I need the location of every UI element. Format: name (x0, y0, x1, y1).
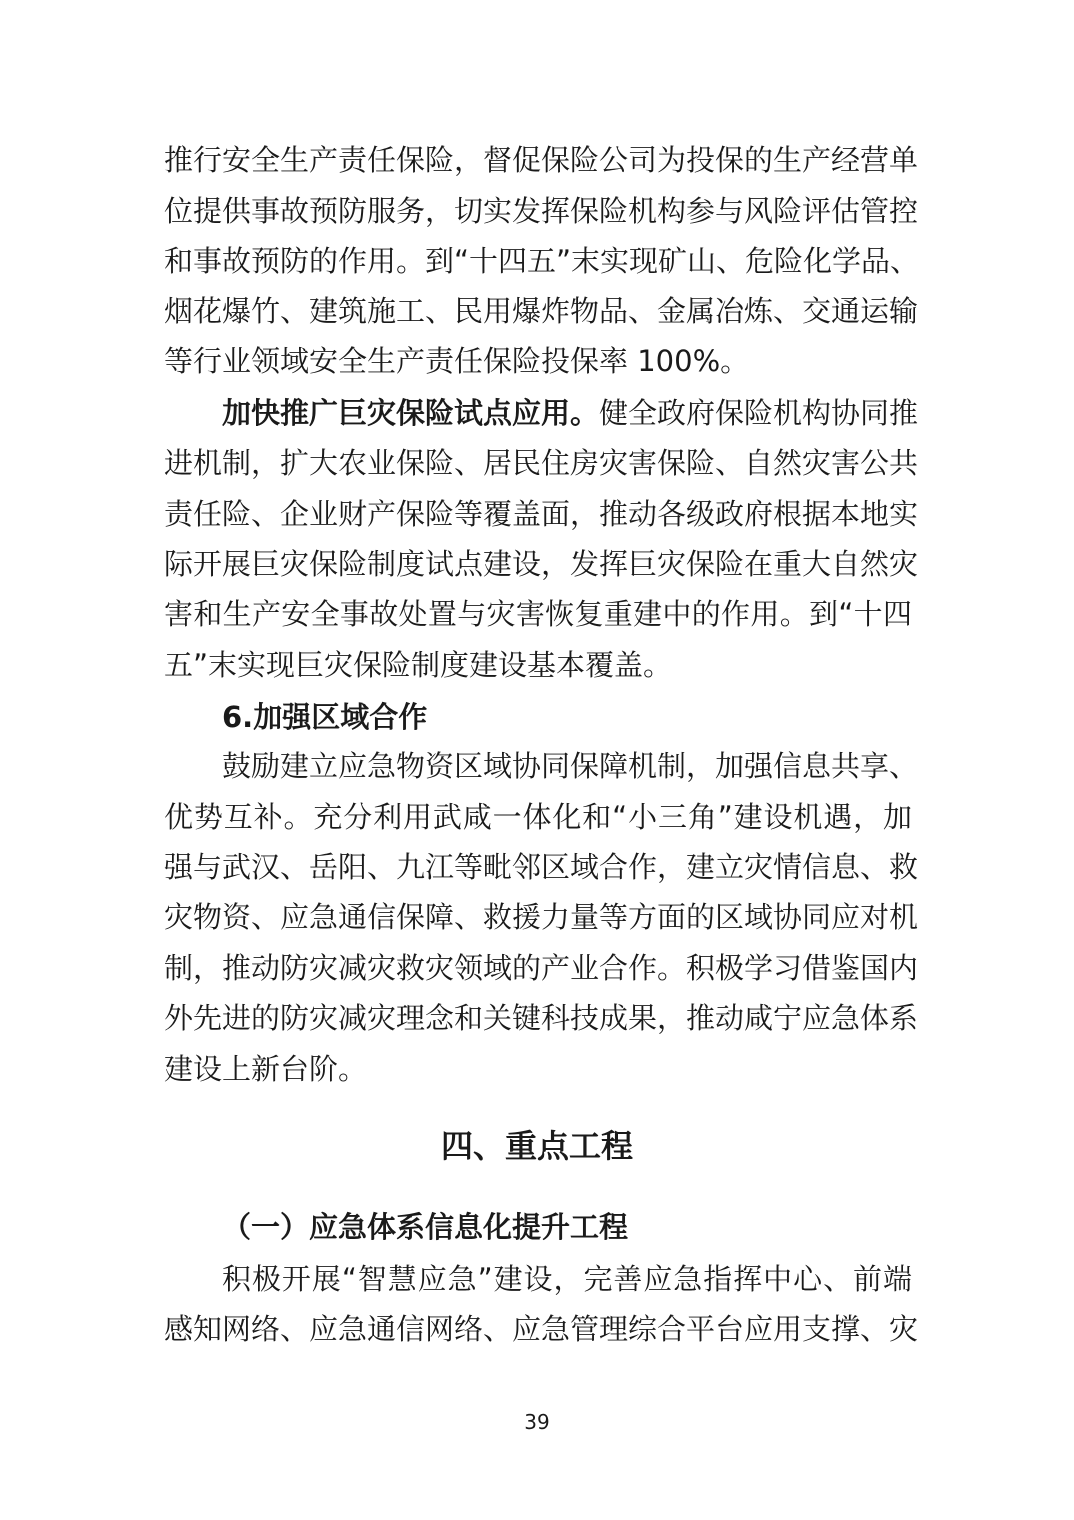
paragraph-3-line-2: 优势互补。充分利用武咸一体化和“小三角”建设机遇，加 (164, 800, 912, 834)
paragraph-1-line-3: 和事故预防的作用。到“十四五”末实现矿山、危险化学品、 (164, 244, 920, 278)
paragraph-3-line-1: 鼓励建立应急物资区域协同保障机制，加强信息共享、 (222, 749, 919, 783)
paragraph-3-line-4: 灾物资、应急通信保障、救援力量等方面的区域协同应对机 (164, 900, 919, 934)
section-heading: 四、重点工程 (440, 1127, 633, 1165)
subsection-heading: （一）应急体系信息化提升工程 (222, 1210, 629, 1244)
paragraph-3-line-3: 强与武汉、岳阳、九江等毗邻区域合作，建立灾情信息、救 (164, 850, 919, 884)
paragraph-2-line-1 (222, 393, 919, 433)
paragraph-1-line-2: 位提供事故预防服务，切实发挥保险机构参与风险评估管控 (164, 194, 919, 228)
paragraph-1-line-5: 等行业领域安全生产责任保险投保率 100%。 (164, 344, 750, 378)
paragraph-2-line-4: 际开展巨灾保险制度试点建设，发挥巨灾保险在重大自然灾 (164, 547, 919, 581)
paragraph-1-line-1: 推行安全生产责任保险，督促保险公司为投保的生产经营单 (164, 143, 919, 177)
paragraph-2-line-5: 害和生产安全事故处置与灾害恢复重建中的作用。到“十四 (164, 597, 912, 631)
paragraph-2-line-6: 五”末实现巨灾保险制度建设基本覆盖。 (164, 648, 673, 682)
paragraph-3-line-6: 外先进的防灾减灾理念和关键科技成果，推动咸宁应急体系 (164, 1001, 919, 1035)
paragraph-2-line-3: 责任险、企业财产保险等覆盖面，推动各级政府根据本地实 (164, 497, 919, 531)
paragraph-2-line-2: 进机制，扩大农业保险、居民住房灾害保险、自然灾害公共 (164, 446, 919, 480)
page-number: 39 (524, 1410, 550, 1434)
paragraph-3-line-7: 建设上新台阶。 (164, 1052, 368, 1086)
paragraph-4-line-2: 感知网络、应急通信网络、应急管理综合平台应用支撑、灾 (164, 1312, 919, 1346)
paragraph-3-line-5: 制，推动防灾减灾救灾领域的产业合作。积极学习借鉴国内 (164, 951, 919, 985)
paragraph-2-bold-lead: 加快推广巨灾保险试点应用。 (222, 396, 600, 430)
heading-6: 6.加强区域合作 (222, 700, 428, 734)
paragraph-4-line-1: 积极开展“智慧应急”建设，完善应急指挥中心、前端 (222, 1262, 912, 1296)
paragraph-1-line-4: 烟花爆竹、建筑施工、民用爆炸物品、金属冶炼、交通运输 (164, 294, 919, 328)
paragraph-2-first-rest: 健全政府保险机构协同推 (599, 396, 919, 430)
